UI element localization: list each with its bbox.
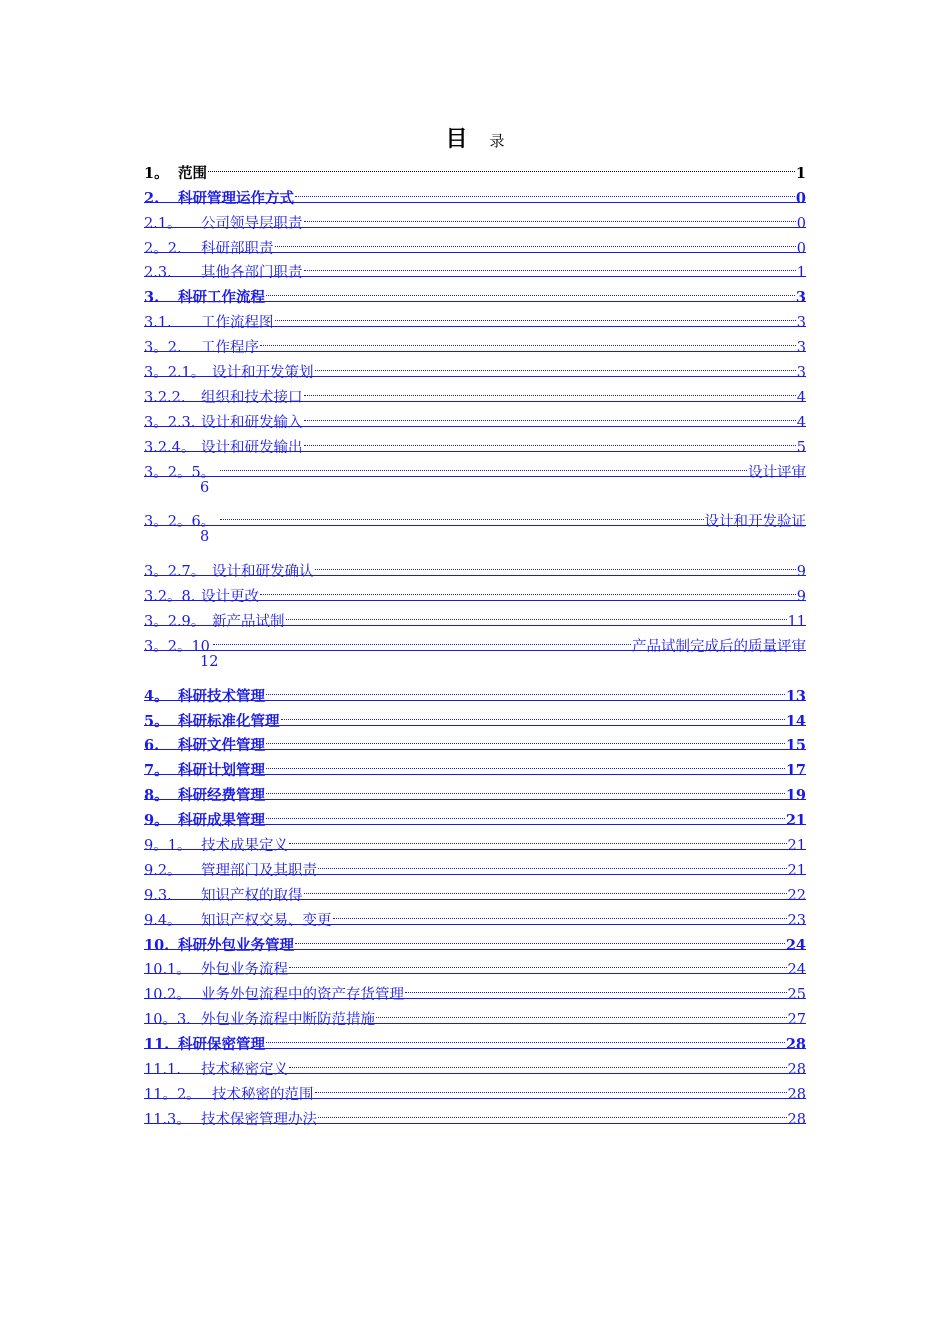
toc-entry-title: 技术保密管理办法 xyxy=(201,1111,317,1128)
toc-entry-title: 技术秘密定义 xyxy=(201,1062,288,1078)
toc-entry-leader xyxy=(304,246,796,272)
toc-entry-line xyxy=(144,1098,806,1128)
toc-entry-page: 14 xyxy=(785,712,806,730)
toc-entry-number: 8。 xyxy=(144,787,169,805)
toc-entry-number: 11.1. xyxy=(144,1062,181,1078)
toc-entry-number: 9。 xyxy=(144,812,169,830)
toc-entry-title: 科研部职责 xyxy=(201,240,274,257)
toc-entry-page: 3 xyxy=(796,340,806,357)
toc-entry-page: 28 xyxy=(787,1062,806,1078)
toc-entry-leader xyxy=(275,295,796,321)
toc-entry-title: 范围 xyxy=(178,164,207,182)
toc-entry-title: 科研保密管理 xyxy=(178,1036,265,1054)
toc-entry-page: 1 xyxy=(795,164,806,182)
toc-entry-leader xyxy=(304,420,796,446)
toc-entry-page: 21 xyxy=(787,862,806,879)
toc-entry-page: 28 xyxy=(785,1036,806,1054)
toc-entry-leader xyxy=(266,768,785,794)
toc-entry-leader xyxy=(260,320,796,346)
toc-entry-title: 技术成果定义 xyxy=(201,837,288,854)
toc-entry-number: 4。 xyxy=(144,687,169,705)
toc-entry-page: 8 xyxy=(200,529,210,546)
toc-entry-title: 公司领导层职责 xyxy=(201,215,303,232)
toc-entry-number: 11。2。 xyxy=(144,1086,201,1103)
toc-entry-leader xyxy=(266,719,785,745)
toc-entry-leader xyxy=(266,669,785,695)
toc-entry-leader xyxy=(213,619,631,645)
toc-entry-page: 27 xyxy=(787,1012,806,1029)
table-of-contents xyxy=(144,152,806,1128)
toc-entry-page: 0 xyxy=(796,215,806,232)
toc-entry-leader xyxy=(405,967,787,993)
toc-entry-page: 9 xyxy=(796,589,806,606)
toc-entry-title: 外包业务流程中断防范措施 xyxy=(201,1012,375,1029)
toc-entry-leader xyxy=(295,918,785,944)
toc-entry-page: 28 xyxy=(787,1111,806,1128)
toc-entry-title: 科研计划管理 xyxy=(178,762,265,780)
toc-entry-title: 科研工作流程 xyxy=(178,289,265,307)
toc-entry[interactable] xyxy=(144,500,806,550)
toc-entry-title: 科研外包业务管理 xyxy=(178,936,294,954)
toc-entry-page: 22 xyxy=(787,887,806,904)
toc-entry-page: 0 xyxy=(796,240,806,257)
toc-entry-page: 3 xyxy=(796,315,806,332)
toc-entry-title: 产品试制完成后的质量评审 xyxy=(632,638,806,655)
toc-entry-page: 0 xyxy=(795,189,806,207)
toc-entry-leader xyxy=(304,868,787,894)
toc-entry-title: 设计和开发验证 xyxy=(704,514,806,531)
toc-entry-title: 新产品试制 xyxy=(212,613,285,630)
toc-entry-title: 设计评审 xyxy=(748,464,806,481)
toc-entry-leader xyxy=(376,992,787,1018)
toc-entry-leader xyxy=(266,743,785,769)
toc-entry-leader xyxy=(289,818,787,844)
toc-entry-page: 5 xyxy=(796,439,806,456)
toc-entry-page: 4 xyxy=(796,414,806,431)
toc-entry-leader xyxy=(220,494,704,520)
toc-entry-leader xyxy=(220,445,747,471)
toc-entry-page: 21 xyxy=(785,812,806,830)
toc-entry-page: 21 xyxy=(787,837,806,854)
toc-entry-number: 11.3。 xyxy=(144,1111,191,1128)
toc-entry-leader xyxy=(304,395,796,421)
toc-entry-leader xyxy=(266,793,785,819)
toc-entry-title: 设计和开发策划 xyxy=(212,365,314,382)
toc-entry-number: 3.2.4。 xyxy=(144,439,196,456)
toc-entry-leader xyxy=(315,1067,787,1093)
toc-entry-number: 3。2.3. xyxy=(144,414,196,431)
toc-entry-page: 9 xyxy=(796,564,806,581)
toc-entry-number: 2。2. xyxy=(144,240,182,257)
toc-entry-number: 2.3. xyxy=(144,265,172,282)
toc-entry-leader xyxy=(208,146,795,172)
toc-entry-title: 外包业务流程 xyxy=(201,962,288,979)
toc-entry-number: 3。2.7。 xyxy=(144,564,206,581)
toc-entry-title: 设计和研发确认 xyxy=(212,564,314,581)
toc-entry-number: 10.2。 xyxy=(144,987,191,1004)
toc-entry-leader xyxy=(281,694,785,720)
toc-entry-line xyxy=(144,500,806,531)
toc-entry-number: 3。2。10 xyxy=(144,638,210,655)
toc-entry-leader xyxy=(295,171,795,197)
toc-entry-page: 4 xyxy=(796,389,806,406)
toc-entry-number: 3。2. xyxy=(144,340,182,357)
toc-entry-title: 工作程序 xyxy=(201,340,259,357)
toc-entry-page: 3 xyxy=(795,289,806,307)
toc-entry-page: 23 xyxy=(787,912,806,929)
toc-entry-title: 知识产权交易、变更 xyxy=(201,912,332,929)
toc-entry-number: 1。 xyxy=(144,164,169,182)
toc-entry-title: 设计更改 xyxy=(201,589,259,606)
toc-entry-number: 6. xyxy=(144,737,160,755)
toc-entry-number: 3.2.2. xyxy=(144,389,186,406)
toc-entry-number: 3.2。8. xyxy=(144,589,196,606)
toc-entry[interactable] xyxy=(144,451,806,501)
toc-entry-page: 24 xyxy=(787,962,806,979)
toc-entry-page: 13 xyxy=(785,687,806,705)
toc-entry-title: 设计和研发输入 xyxy=(201,414,303,431)
toc-entry-leader xyxy=(289,1042,787,1068)
toc-entry-title: 科研管理运作方式 xyxy=(178,189,294,207)
toc-entry-number: 3.1. xyxy=(144,315,172,332)
toc-entry[interactable] xyxy=(144,1098,806,1128)
toc-entry-page: 3 xyxy=(796,365,806,382)
toc-entry-number: 3。2。5。 xyxy=(144,464,216,481)
toc-entry-title: 科研标准化管理 xyxy=(178,712,280,730)
toc-entry-title: 设计和研发输出 xyxy=(201,439,303,456)
toc-entry-page: 11 xyxy=(787,613,806,630)
toc-entry-line xyxy=(144,625,806,655)
toc-entry-number: 11. xyxy=(144,1036,170,1054)
toc-entry-page: 15 xyxy=(785,737,806,755)
toc-entry-title: 科研经费管理 xyxy=(178,787,265,805)
toc-title-sub: 录 xyxy=(489,132,505,150)
toc-entry-page: 24 xyxy=(785,936,806,954)
toc-entry-title: 管理部门及其职责 xyxy=(201,862,317,879)
toc-entry-page: 17 xyxy=(785,762,806,780)
toc-entry-page: 28 xyxy=(787,1086,806,1103)
toc-entry-number: 9.4。 xyxy=(144,912,182,929)
toc-entry-line xyxy=(144,451,806,481)
toc-entry-leader xyxy=(260,569,796,595)
toc-entry-title: 科研技术管理 xyxy=(178,687,265,705)
toc-entry-number: 5。 xyxy=(144,712,169,730)
toc-entry-number: 7。 xyxy=(144,762,169,780)
toc-entry-page: 25 xyxy=(787,987,806,1004)
toc-entry-number: 10. xyxy=(144,936,170,954)
toc-entry[interactable] xyxy=(144,625,806,675)
toc-entry-leader xyxy=(266,1017,785,1043)
toc-entry-page: 19 xyxy=(785,787,806,805)
toc-entry-leader xyxy=(318,1092,787,1118)
toc-entry-page: 6 xyxy=(200,479,210,496)
toc-entry-title: 业务外包流程中的资产存货管理 xyxy=(201,987,404,1004)
toc-entry-number: 10。3. xyxy=(144,1012,191,1029)
toc-entry-leader xyxy=(333,893,787,919)
toc-title-main: 目 xyxy=(445,127,468,152)
toc-entry-leader xyxy=(286,594,787,620)
toc-entry-number: 9。1。 xyxy=(144,837,192,854)
toc-entry-title: 技术秘密的范围 xyxy=(212,1086,314,1103)
toc-entry-number: 2. xyxy=(144,189,160,207)
toc-entry-leader xyxy=(304,196,796,222)
toc-entry-leader xyxy=(266,270,795,296)
toc-entry-leader xyxy=(318,843,787,869)
toc-entry-number: 9.3. xyxy=(144,887,172,904)
toc-entry-title: 工作流程图 xyxy=(201,315,274,332)
toc-entry-leader xyxy=(315,345,796,371)
toc-entry-number: 3。2.1。 xyxy=(144,365,206,382)
toc-entry-number: 3. xyxy=(144,289,160,307)
toc-entry-number: 3。2。6。 xyxy=(144,514,216,531)
toc-entry-number: 3。2.9。 xyxy=(144,613,206,630)
toc-entry-page: 1 xyxy=(796,265,806,282)
toc-entry-number: 9.2。 xyxy=(144,862,182,879)
toc-entry-title: 组织和技术接口 xyxy=(201,389,303,406)
toc-entry-leader xyxy=(304,370,796,396)
toc-entry-leader xyxy=(289,943,787,969)
toc-entry-title: 其他各部门职责 xyxy=(201,265,303,282)
toc-entry-title: 科研文件管理 xyxy=(178,737,265,755)
toc-entry-number: 10.1。 xyxy=(144,962,191,979)
toc-entry-title: 科研成果管理 xyxy=(178,812,265,830)
toc-entry-leader xyxy=(315,544,796,570)
toc-entry-page: 12 xyxy=(200,653,219,670)
toc-entry-title: 知识产权的取得 xyxy=(201,887,303,904)
toc-entry-number: 2.1。 xyxy=(144,215,182,232)
toc-entry-leader xyxy=(275,221,796,247)
